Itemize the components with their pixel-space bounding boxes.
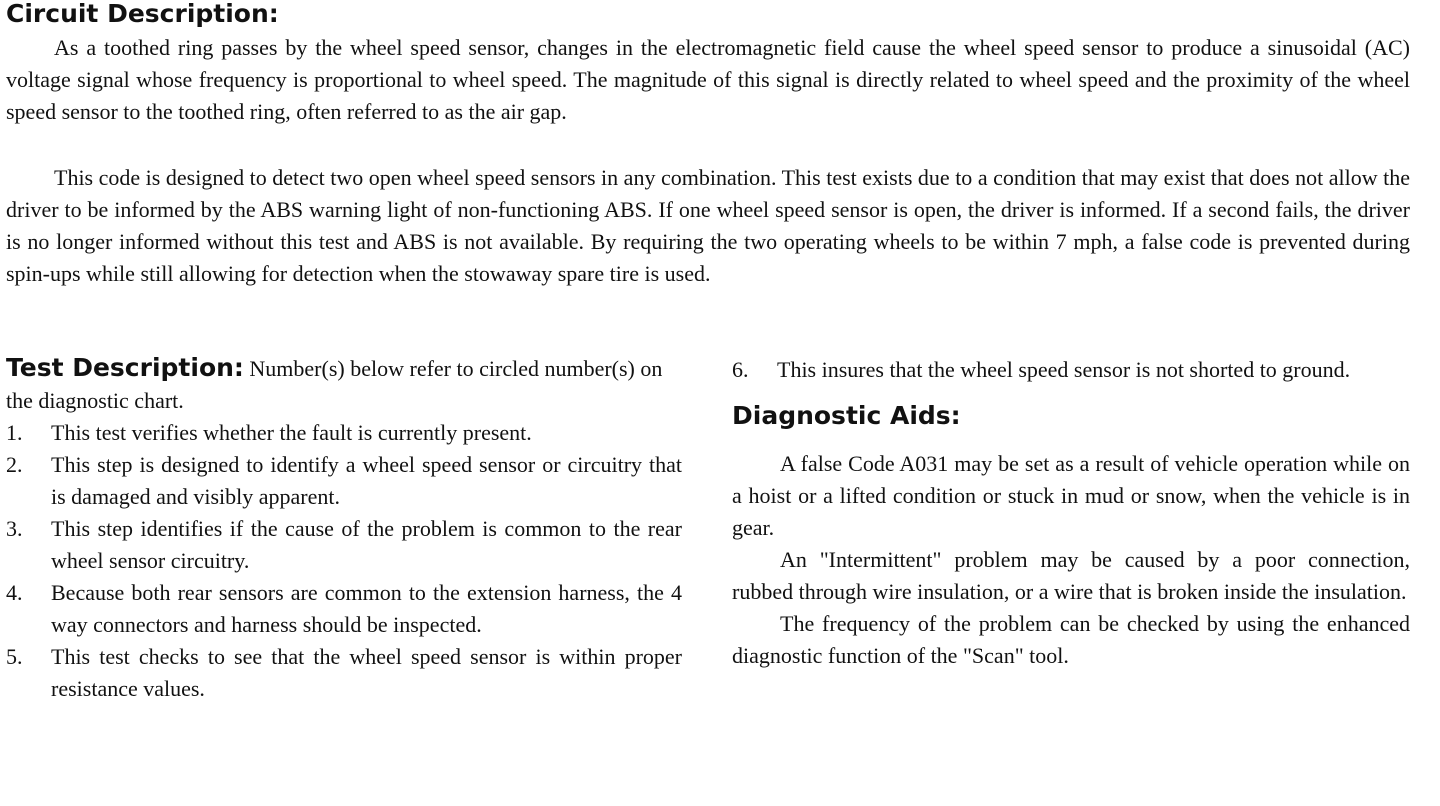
- step-number: 6.: [732, 357, 749, 382]
- step-number: 5.: [6, 644, 23, 669]
- test-step-3: [6, 513, 682, 577]
- test-step-6: [732, 354, 1410, 386]
- test-step-4: [6, 577, 682, 641]
- step-number: 3.: [6, 516, 23, 541]
- step-text: Because both rear sensors are common to the extension harness, the 4 way connectors and harness should be inspected.: [51, 580, 682, 637]
- test-description-column: [6, 352, 682, 705]
- step-number: 4.: [6, 580, 23, 605]
- test-step-1: [6, 417, 682, 449]
- step-text: This insures that the wheel speed sensor is not shorted to ground.: [777, 357, 1351, 382]
- test-description-intro: [6, 352, 682, 417]
- test-description-heading: Test Description:: [6, 353, 244, 382]
- test-description-intro-text: Number(s) below refer to circled number(s) on the diagnostic chart.: [6, 356, 663, 413]
- circuit-description-paragraph-1: As a toothed ring passes by the wheel speed sensor, changes in the electromagnetic field cause the wheel speed sensor to produce a sinusoidal (AC) voltage signal whose frequency is proportional to wheel speed. The magnitude of this signal is directly related to wheel speed and the proximity of the wheel speed sensor to the toothed ring, often referred to as the air gap.: [6, 35, 1410, 124]
- step-number: 2.: [6, 452, 23, 477]
- diagnostic-aids-column: [732, 354, 1410, 672]
- diagnostic-aids-heading: Diagnostic Aids:: [732, 401, 961, 430]
- diagnostic-aids-paragraph-1: A false Code A031 may be set as a result of vehicle operation while on a hoist or a lifted condition or stuck in mud or snow, when the vehicle is in gear.: [732, 451, 1410, 540]
- test-step-2: [6, 449, 682, 513]
- step-text: This test verifies whether the fault is currently present.: [51, 420, 532, 445]
- step-text: This step is designed to identify a wheel speed sensor or circuitry that is damaged and visibly apparent.: [51, 452, 682, 509]
- test-step-5: [6, 641, 682, 705]
- circuit-description-paragraph-2: This code is designed to detect two open wheel speed sensors in any combination. This test exists due to a condition that may exist that does not allow the driver to be informed by the ABS warning light of non-functioning ABS. If one wheel speed sensor is open, the driver is informed. If a second fails, the driver is no longer informed without this test and ABS is not available. By requiring the two operating wheels to be within 7 mph, a false code is prevented during spin-ups while still allowing for detection when the stowaway spare tire is used.: [6, 165, 1410, 286]
- step-text: This test checks to see that the wheel speed sensor is within proper resistance values.: [51, 644, 682, 701]
- step-text: This step identifies if the cause of the problem is common to the rear wheel sensor circuitry.: [51, 516, 682, 573]
- diagnostic-aids-paragraph-3: The frequency of the problem can be checked by using the enhanced diagnostic function of the "Scan" tool.: [732, 611, 1410, 668]
- step-number: 1.: [6, 420, 23, 445]
- diagnostic-aids-paragraph-2: An "Intermittent" problem may be caused by a poor connection, rubbed through wire insulation, or a wire that is broken inside the insulation.: [732, 547, 1410, 604]
- circuit-description-heading: Circuit Description:: [6, 0, 279, 28]
